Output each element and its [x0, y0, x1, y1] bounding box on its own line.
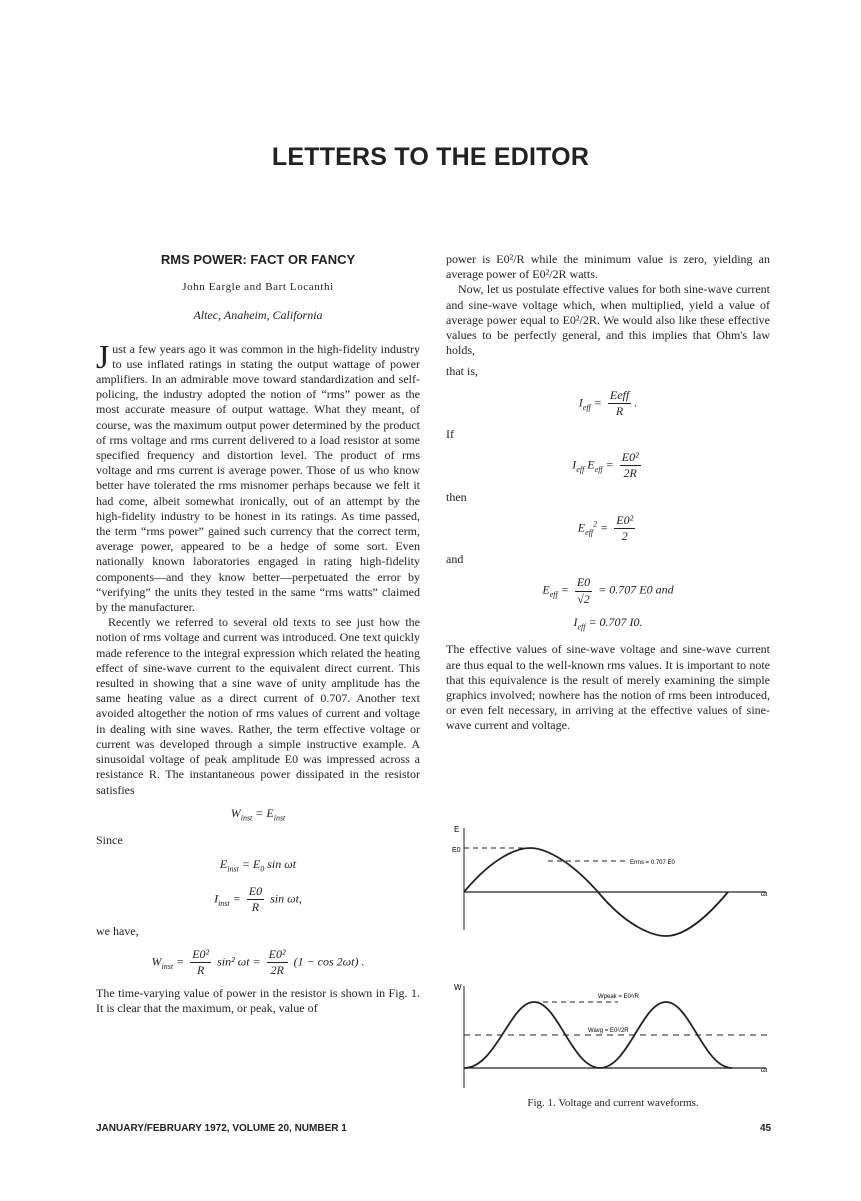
right-column — [446, 252, 770, 734]
paragraph-r1: power is E0²/R while the minimum value is zero, yielding an average power of E0²/2R watts. — [446, 252, 770, 282]
equation-ieff-result: $I_{eff} = 0.707$ I0. — [573, 614, 643, 632]
we-have-label: we have, — [96, 923, 139, 938]
top-peak-label: E0 — [452, 847, 461, 854]
equation-eeff: $E_{eff}$ = $\frac{E0}{√2}$ = 0.707 E0 and — [542, 575, 674, 606]
drop-cap: J — [96, 338, 110, 376]
page-number: 45 — [760, 1123, 772, 1134]
equation-w-inst: $W_{inst} = E_{inst}$ — [230, 805, 286, 823]
equation-w-inst-expanded: $W_{inst}$ = $\frac{\text{E0²}}{R}$ sin² ωt = $\frac{\text{E0²}}{2R}$ (1 − cos 2ωt) . — [151, 946, 365, 977]
equation-eeff-squared: $E_{eff}^2$ = $\frac{\text{E0²}}{2}$ — [577, 512, 634, 544]
page-headline: LETTERS TO THE EDITOR — [271, 143, 590, 171]
equation-e-inst: $E_{inst} = E_0$ sin ωt — [219, 856, 297, 873]
equation-product: $I_{eff}$ $E_{eff}$ = $\frac{\text{E0²}}{2R}$ — [572, 450, 639, 481]
bottom-x-label: ωt — [761, 1068, 768, 1074]
bottom-avg-label: Wavg = E0²/2R — [588, 1028, 629, 1034]
then-label: then — [446, 489, 467, 504]
left-column — [96, 252, 420, 1017]
paragraph-2: Recently we referred to several old texts to see just how the notion of rms voltage and current was introduced. One text quickly made reference to the integral expression which related the heating effect of sine-wave current to the equivalent direct current. This resulted in showing that a sine wave of unity amplitude has the same heating value as a direct current of 0.707. Another text avoided altogether the notion of rms values of current and voltage in dealing with sine waves. Rather, the term effective voltage or current was developed through a simple instructive example. A sinusoidal voltage of peak amplitude E0 was impressed across a resistance R. The instantaneous power dissipated in the resistor satisfies — [96, 615, 420, 797]
journal-footer: JANUARY/FEBRUARY 1972, VOLUME 20, NUMBER 1 — [96, 1123, 347, 1134]
paragraph-3: The time-varying value of power in the resistor is shown in Fig. 1. It is clear that the maximum, or peak, value of — [96, 986, 420, 1016]
paragraph-r2: Now, let us postulate effective values for both sine-wave current and sine-wave voltage which, when multiplied, yield a value of average power equal to E0²/2R. We would also like these effective values to be perfectly general, and this implies that Ohm's law holds, — [446, 282, 770, 358]
that-is-label: that is, — [446, 364, 478, 379]
article-title: RMS POWER: FACT OR FANCY — [160, 252, 356, 267]
article-affiliation: Altec, Anaheim, California — [193, 308, 323, 323]
equation-i-inst: $I_{inst}$ = $\frac{E0}{R}$ sin ωt, — [214, 884, 302, 915]
figure-caption: Fig. 1. Voltage and current waveforms. — [527, 1097, 699, 1109]
paragraph-1 — [96, 338, 420, 616]
equation-ieff: $I_{eff}$ = $\frac{\text{Eeff}}{R}$ . — [578, 387, 638, 418]
waveform-diagram — [448, 820, 778, 1090]
figure-1 — [448, 820, 778, 1095]
top-axis-label: E — [454, 825, 460, 834]
top-rms-label: Erms = 0.707 E0 — [630, 860, 675, 866]
paragraph-1-text: ust a few years ago it was common in the high-fidelity industry to use inflated ratings in stating the output wattage of power amplifiers. In an admirable move toward standardization and self-policing, the industry adopted the notion of “rms” power as the most accurate measure of output wattage. What they meant, of course, was the maximum output power determined by the product of rms voltage and rms current delivered to a load resistor at some specified frequency and distortion level. The product of rms voltage and rms current is average power. Those of us who know better have tolerated the rms misnomer perhaps because we felt it had come, albeit somewhat ironically, out of an attempt by the high-fidelity industry to be honest in its ratings. As time passed, the term “rms power” gained such currency that the correct term, average power, appeared to be a hedge of some sort. Even nationally known laboratories engaged in rating high-fidelity components—and they know better—perpetuated the error by “verifying” the units they tested in the same “rms watts” claimed by the manufacturer. — [96, 341, 420, 615]
article-authors: John Eargle and Bart Locanthi — [182, 281, 334, 294]
and-label: and — [446, 552, 464, 567]
bottom-axis-label: W — [454, 983, 462, 992]
top-x-label: ωt — [761, 892, 768, 898]
bottom-peak-label: Wpeak = E0²/R — [598, 994, 639, 1000]
if-label: If — [446, 427, 454, 442]
since-label: Since — [96, 833, 123, 848]
paragraph-r3: The effective values of sine-wave voltage and sine-wave current are thus equal to the well-known rms values. It is important to note that this equivalence is the result of merely examining the simple graphics involved; nowhere has the notion of rms been introduced, or even felt necessary, in arriving at the effective values of sine-wave current and voltage. — [446, 642, 770, 733]
